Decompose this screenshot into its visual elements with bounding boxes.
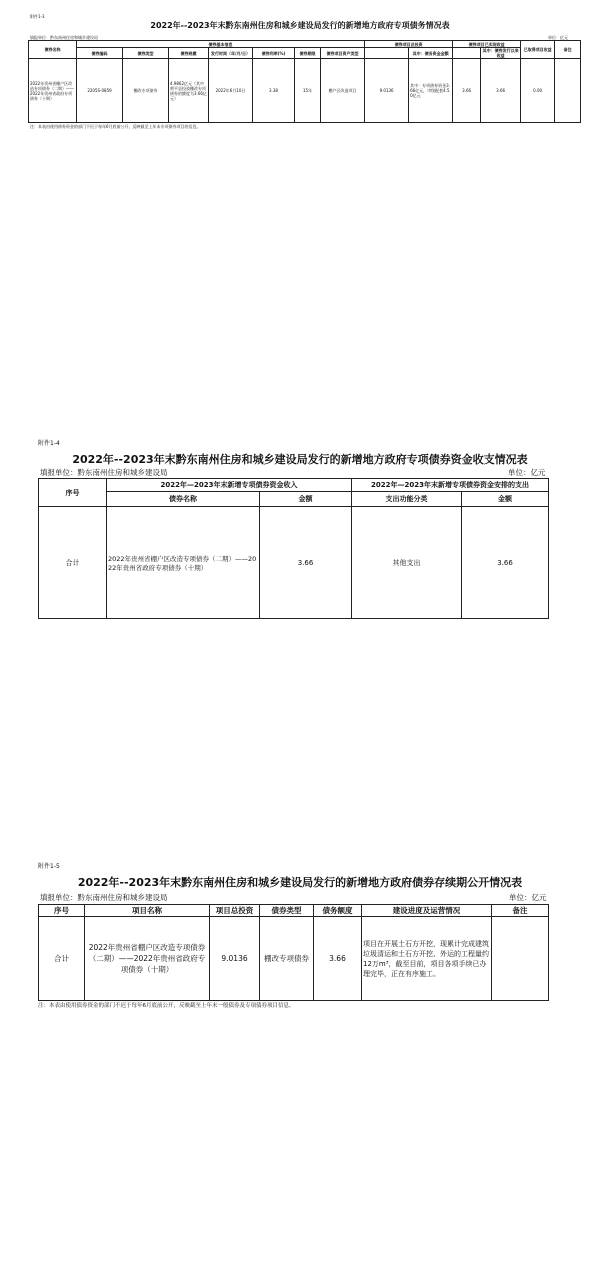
col-bond-scale: 债券规模 [169,48,209,59]
col-progress: 建设进度及运营情况 [362,905,492,917]
col-returns-obtained: 已取得项目收益 [521,41,555,59]
col-total-invest: 项目总投资 [210,905,260,917]
cell-bond-scale: 4.9862亿元（其中黄平县投放棚改专项债券的额度为3.66亿元） [169,59,209,123]
cell-function: 其他支出 [352,507,462,619]
col-term: 债券期限 [295,48,321,59]
cell-issue-date: 2022年6月10日 [209,59,253,123]
col-bond-name: 债券名称 [29,41,77,59]
col-project-type: 债券项目资产类型 [321,48,365,59]
col-incl-special: 其中：债务资金金额 [409,48,453,59]
unit-label-1-4: 单位：亿元 [508,468,546,477]
cell-remark [492,917,549,1001]
unit-label-1-3: 单位：亿元 [548,35,568,40]
col-remark: 备注 [555,41,581,59]
cell-amount-expense: 3.66 [462,507,549,619]
cell-term: 15年 [295,59,321,123]
cell-bond-type: 棚改专项债券 [260,917,314,1001]
col-bond-code: 债券编码 [77,48,123,59]
cell-remark [555,59,581,123]
col-project: 项目名称 [85,905,210,917]
cell-returns-since: 3.66 [481,59,521,123]
cell-project-type: 棚户区改造项目 [321,59,365,123]
col-returns-total [453,48,481,59]
cell-rate: 3.38 [253,59,295,123]
cell-special-amount: 其中：专项债券资金3.66亿元，市级配套4.50亿元 [409,59,453,123]
cell-seq: 合计 [39,507,107,619]
cell-amount: 3.66 [260,507,352,619]
col-group-project-invest: 债券项目总投资 [365,41,453,48]
unit-label-1-5: 单位：亿元 [509,893,547,902]
col-seq: 序号 [39,479,107,507]
cell-total-invest: 9.0136 [365,59,409,123]
col-group-expense: 2022年—2023年末新增专项债券资金安排的支出 [352,479,549,492]
bond-disclosure-table [38,904,549,1001]
col-group-income: 2022年—2023年末新增专项债券资金收入 [107,479,352,492]
cell-total-invest: 9.0136 [210,917,260,1001]
income-expense-table [38,478,549,619]
col-seq: 序号 [39,905,85,917]
annex-label-1-4: 附件1-4 [38,440,60,447]
table-note-1-3: 注：本表由使用债券资金的部门不迟于每年6月底前公开，反映截至上年末专项债券项目的信息。 [30,124,201,129]
cell-bond-amount: 3.66 [314,917,362,1001]
col-group-returns: 债券项目已实现收益 [453,41,521,48]
col-bond-type: 债券类型 [260,905,314,917]
table-title-1-3: 2022年--2023年末黔东南州住房和城乡建设局发行的新增地方政府专项债务情况表 [150,21,450,30]
col-bond-name: 债券名称 [107,492,260,507]
col-remark: 备注 [492,905,549,917]
col-amount: 金额 [260,492,352,507]
col-bond-type: 债券类型 [123,48,169,59]
cell-progress: 项目在开展土石方开挖，现累计完成建筑垃圾清运和土石方开挖、外运的工程量约12万m³，截至目前，项目各项手续已办理完毕，正在有序施工。 [362,917,492,1001]
cell-returns-obtained: 0.00 [521,59,555,123]
cell-bond-name: 2022年贵州省棚户区改造专项债券（二期）——2022年贵州省政府专项债券（十期） [107,507,260,619]
col-group-basic-info: 债券基本信息 [77,41,365,48]
table-note-1-5: 注：本表由使用债券资金的部门不迟于每年6月底前公开，反映截至上年末一般债券及专项债券项目信息。 [38,1003,295,1009]
col-returns-since: 其中：债券发行以来收益 [482,48,519,58]
cell-bond-code: 2205S-0859 [77,59,123,123]
annex-label-1-3: 附件1-3 [30,14,45,19]
cell-project: 2022年贵州省棚户区改造专项债券（二期）——2022年贵州省政府专项债券（十期） [85,917,210,1001]
col-amount-expense: 金额 [462,492,549,507]
filing-unit-1-5: 填报单位：黔东南州住房和城乡建设局 [40,893,168,902]
cell-bond-name: 2022年贵州省棚户区改造专项债券（二期）——2022年贵州省政府专项债券（十期） [29,59,77,123]
cell-returns-total: 3.66 [453,59,481,123]
filing-unit-1-4: 填报单位：黔东南州住房和城乡建设局 [40,468,168,477]
table-title-1-4: 2022年--2023年末黔东南州住房和城乡建设局发行的新增地方政府专项债券资金收支情况表 [72,453,528,466]
cell-bond-type: 棚改专项债券 [123,59,169,123]
bond-info-table [28,40,581,123]
col-total-invest [365,48,409,59]
col-rate: 债券利率(%) [253,48,295,59]
table-title-1-5: 2022年--2023年末黔东南州住房和城乡建设局发行的新增地方政府债券存续期公开情况表 [77,876,523,889]
filing-unit-1-3: 填报单位：黔东南州住房和城乡建设局 [30,35,98,40]
col-function: 支出功能分类 [352,492,462,507]
annex-label-1-5: 附件1-5 [38,863,60,870]
cell-seq: 合计 [39,917,85,1001]
col-issue-date: 发行时间（年/月/日） [209,48,253,59]
col-bond-amount: 债务额度 [314,905,362,917]
